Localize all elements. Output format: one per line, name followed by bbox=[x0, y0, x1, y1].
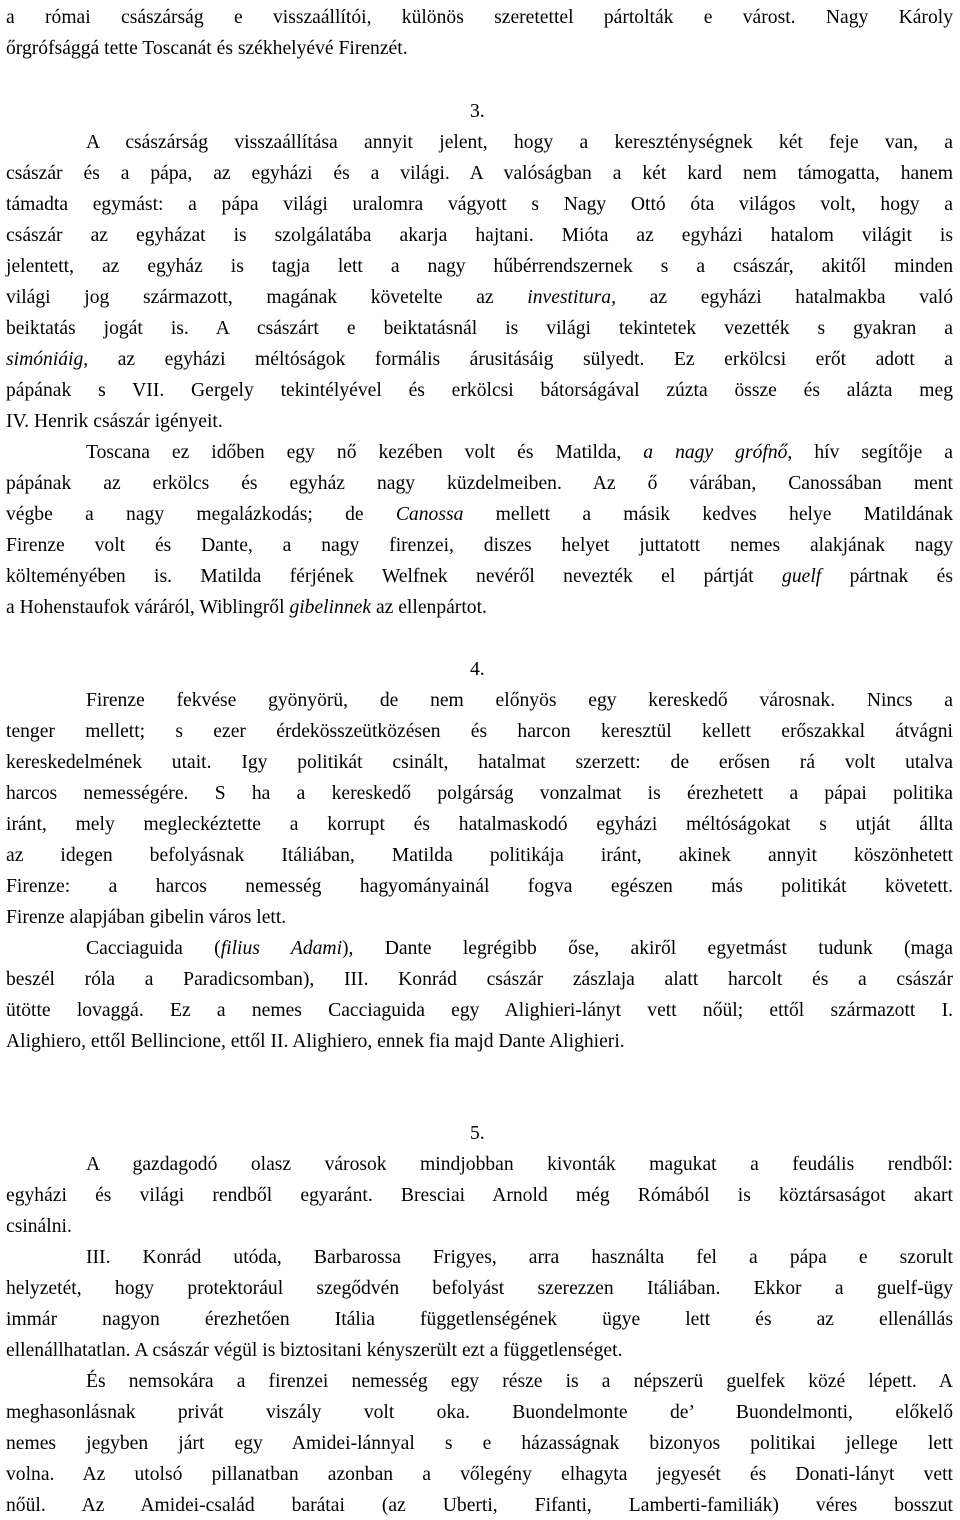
text-line: volna. Az utolsó pillanatban azonban a vőlegény elhagyta jegyesét és Donati-lányt vett bbox=[6, 1464, 953, 1485]
text-line: Toscana ez időben egy nő kezében volt és Matilda, a nagy grófnő, hív segítője a bbox=[86, 442, 953, 463]
text-line: csinálni. bbox=[6, 1216, 72, 1237]
italic-term: investitura, bbox=[527, 287, 617, 308]
text-line: jelentett, az egyház is tagja lett a nagy hűbérrendszernek s a császár, akitől minden bbox=[6, 256, 953, 277]
text-line: nőül. Az Amidei-család barátai (az Uberti, Fifanti, Lamberti-familiák) véres bosszut bbox=[6, 1495, 953, 1516]
section-number-3: 3. bbox=[470, 101, 485, 122]
text-line: ellenállhatatlan. A császár végül is biztositani kényszerült ezt a függetlenséget. bbox=[6, 1340, 623, 1361]
text-line: harcos nemességére. S ha a kereskedő polgárság vonzalmat is érezhetett a pápai politika bbox=[6, 783, 953, 804]
text-line: világi jog származott, magának követelte az investitura, az egyházi hatalmakba való bbox=[6, 287, 953, 308]
text-line: pápának az erkölcs és egyház nagy küzdelmeiben. Az ő várában, Canossában ment bbox=[6, 473, 953, 494]
text-line: költeményében is. Matilda férjének Welfnek nevéről nevezték el pártját guelf pártnak és bbox=[6, 566, 953, 587]
text-line: császár és a pápa, az egyházi és a világi. A valóságban a két kard nem támogatta, hanem bbox=[6, 163, 953, 184]
italic-term: filius Adami bbox=[220, 938, 343, 959]
text-line: az idegen befolyásnak Itáliában, Matilda politikája iránt, akinek annyit köszönhetett bbox=[6, 845, 953, 866]
text-line: IV. Henrik császár igényeit. bbox=[6, 411, 223, 432]
italic-term: Canossa bbox=[395, 504, 464, 525]
text-line: császár az egyházat is szolgálatába akarja hajtani. Mióta az egyházi hatalom világit is bbox=[6, 225, 953, 246]
text-line: És nemsokára a firenzei nemesség egy része is a népszerü guelfek közé lépett. A bbox=[86, 1371, 953, 1392]
text-line: őrgrófsággá tette Toscanát és székhelyévé Firenzét. bbox=[6, 38, 408, 59]
text-line: A gazdagodó olasz városok mindjobban kivonták magukat a feudális rendből: bbox=[86, 1154, 953, 1175]
text-line: nemes jegyben járt egy Amidei-lánnyal s e házasságnak bizonyos politikai jellege lett bbox=[6, 1433, 953, 1454]
section-number-4: 4. bbox=[470, 659, 485, 680]
text-line: kereskedelmének utait. Igy politikát csinált, hatalmat szerzett: de erősen rá volt utalva bbox=[6, 752, 953, 773]
text-line: pápának s VII. Gergely tekintélyével és erkölcsi bátorságával zúzta össze és alázta meg bbox=[6, 380, 953, 401]
text-line: immár nagyon érezhetően Itália függetlenségének ügye lett és az ellenállás bbox=[6, 1309, 953, 1330]
text-line: Alighiero, ettől Bellincione, ettől II. Alighiero, ennek fia majd Dante Alighieri. bbox=[6, 1031, 625, 1052]
text-line: meghasonlásnak privát viszály volt oka. Buondelmonte de’ Buondelmonti, előkelő bbox=[6, 1402, 953, 1423]
text-line: a Hohenstaufok váráról, Wiblingről gibelinnek az ellenpártot. bbox=[6, 597, 487, 618]
text-line: Cacciaguida (filius Adami), Dante legrégibb őse, akiről egyetmást tudunk (maga bbox=[86, 938, 953, 959]
text-line: Firenze: a harcos nemesség hagyományainál fogva egészen más politikát követett. bbox=[6, 876, 953, 897]
text-line: A császárság visszaállítása annyit jelent, hogy a kereszténységnek két feje van, a bbox=[86, 132, 953, 153]
text-line: Firenze volt és Dante, a nagy firenzei, diszes helyet juttatott nemes alakjának nagy bbox=[6, 535, 953, 556]
text-line: simóniáig, az egyházi méltóságok formális árusitásáig sülyedt. Ez erkölcsi erőt adott a bbox=[6, 349, 953, 370]
text-line: iránt, mely megleckéztette a korrupt és hatalmaskodó egyházi méltóságokat s utját állta bbox=[6, 814, 953, 835]
text-line: tenger mellett; s ezer érdekösszeütközésen és harcon keresztül kellett erőszakkal átvágni bbox=[6, 721, 953, 742]
text-line: III. Konrád utóda, Barbarossa Frigyes, arra használta fel a pápa e szorult bbox=[86, 1247, 953, 1268]
text-line: végbe a nagy megalázkodás; de Canossa mellett a másik kedves helye Matildának bbox=[6, 504, 953, 525]
text-line: a római császárság e visszaállítói, különös szeretettel pártolták e várost. Nagy Károly bbox=[6, 7, 953, 28]
text-line: támadta egymást: a pápa világi uralomra vágyott s Nagy Ottó óta világos volt, hogy a bbox=[6, 194, 953, 215]
text-line: ütötte lovaggá. Ez a nemes Cacciaguida egy Alighieri-lányt vett nőül; ettől származott I. bbox=[6, 1000, 953, 1021]
text-line: Firenze alapjában gibelin város lett. bbox=[6, 907, 287, 928]
text-line: egyházi és világi rendből egyaránt. Bresciai Arnold még Rómából is köztársaságot akart bbox=[6, 1185, 953, 1206]
text-line: beszél róla a Paradicsomban), III. Konrád császár zászlaja alatt harcolt és a császár bbox=[6, 969, 953, 990]
italic-term: a nagy grófnő, bbox=[643, 442, 793, 463]
text-line: Firenze fekvése gyönyörü, de nem előnyös egy kereskedő városnak. Nincs a bbox=[86, 690, 953, 711]
italic-term: simóniáig, bbox=[6, 349, 89, 370]
italic-term: guelf bbox=[782, 566, 822, 587]
text-line: beiktatás jogát is. A császárt e beiktatásnál is világi tekintetek vezették s gyakran a bbox=[6, 318, 953, 339]
text-line: helyzetét, hogy protektorául szegődvén befolyást szerezzen Itáliában. Ekkor a guelf-ügy bbox=[6, 1278, 953, 1299]
italic-term: gibelinnek bbox=[289, 597, 372, 618]
section-number-5: 5. bbox=[470, 1123, 485, 1144]
